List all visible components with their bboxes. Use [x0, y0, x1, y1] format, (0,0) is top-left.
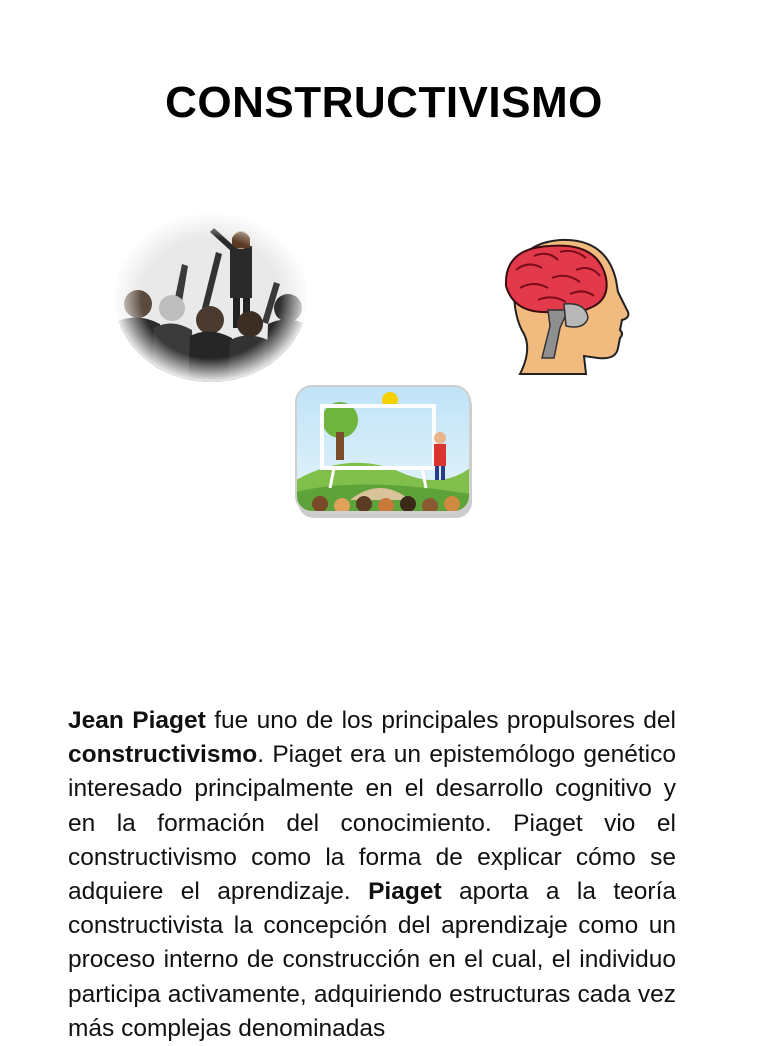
paragraph-text-3: aporta a la teoría constructivista la concepción del aprendizaje como un proceso interno de construcción en el cual, el individuo participa activamente, adquiriendo estructuras cada vez más complejas denominadas	[68, 878, 677, 1042]
classroom-photo	[112, 212, 310, 384]
bold-piaget: Piaget	[368, 878, 442, 906]
paragraph-text-1: fue uno de los principales propulsores del	[205, 707, 676, 734]
teaching-board-illustration	[290, 380, 476, 522]
brain-head-icon	[494, 230, 630, 376]
body-paragraph	[68, 704, 676, 1046]
bold-jean-piaget: Jean Piaget	[68, 707, 206, 734]
bold-constructivismo: constructivismo	[68, 741, 258, 769]
paragraph-text-2: . Piaget era un epistemólogo genético interesado principalmente en el desarrollo cognitivo y en la formación del conocimiento. Piaget vio el constructivismo como la forma de explicar cómo se adquiere el aprendizaje.	[68, 741, 676, 906]
page-title: CONSTRUCTIVISMO	[165, 78, 603, 127]
